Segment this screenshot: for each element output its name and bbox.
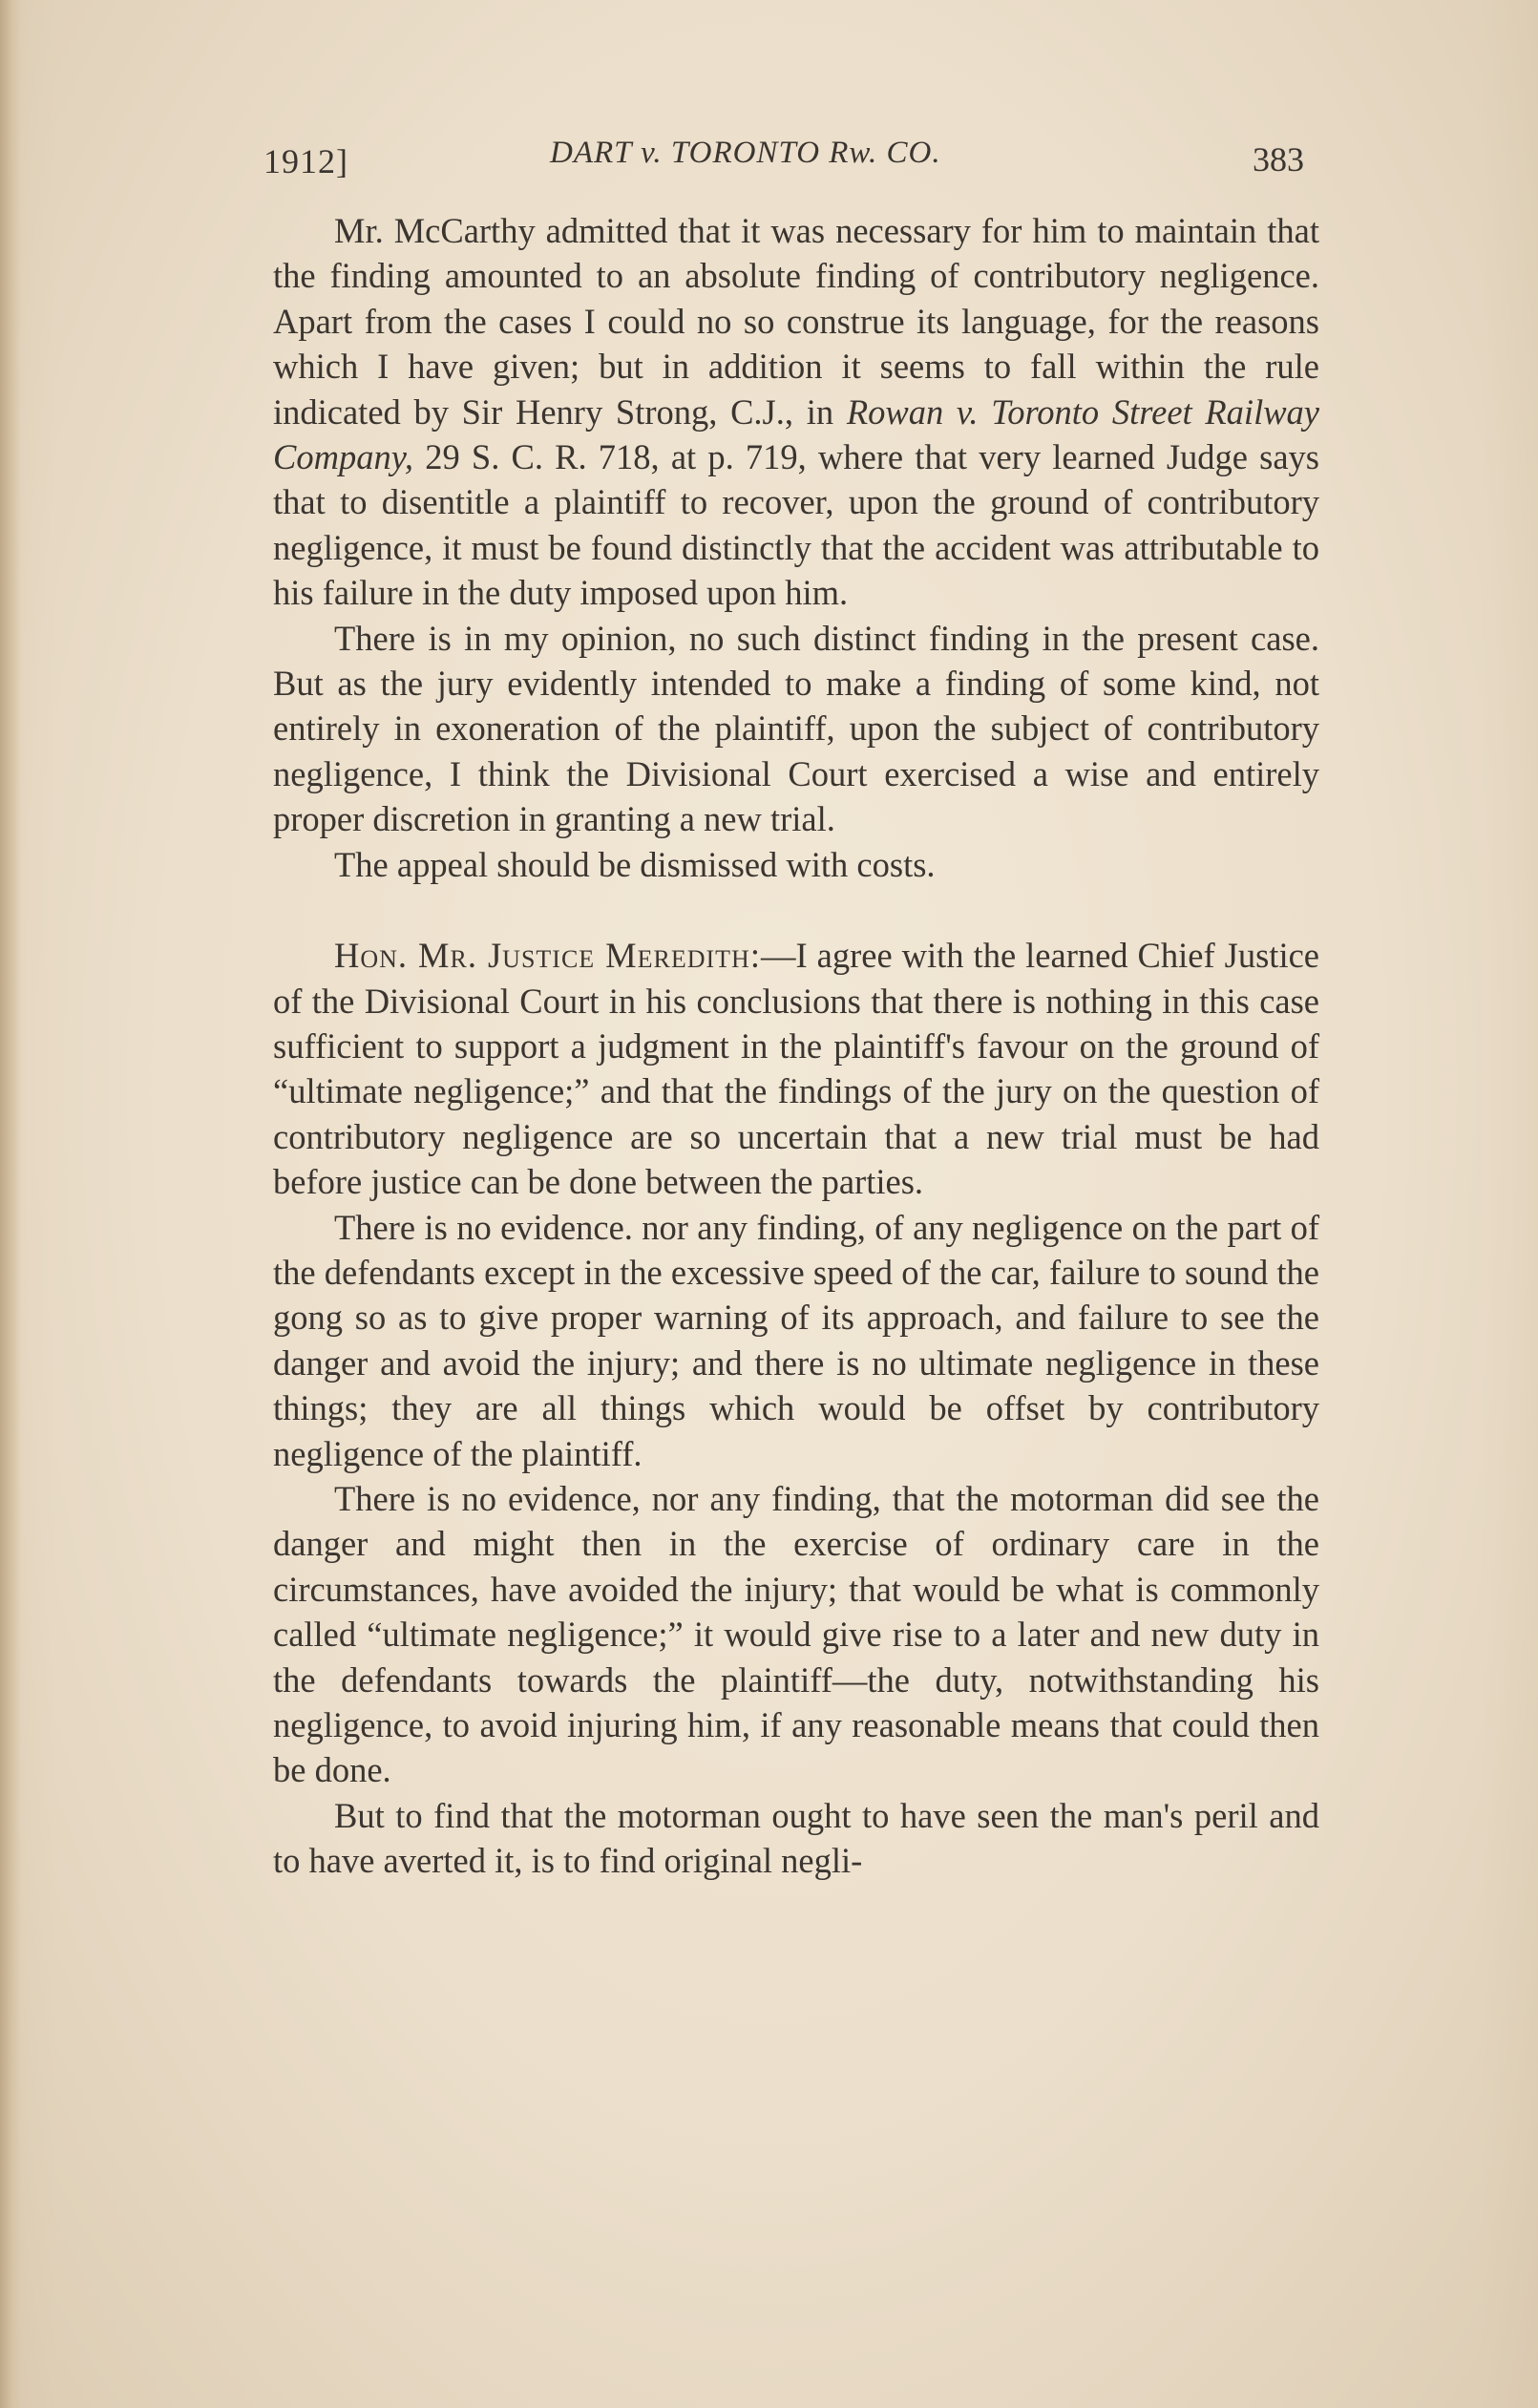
paragraph-4 — [273, 933, 1319, 1204]
header-title: DART v. TORONTO Rw. CO. — [550, 136, 941, 170]
page-edge-shadow — [0, 0, 21, 2408]
paragraph-6: There is no evidence, nor any finding, that the motorman did see the danger and might then in the exercise of ordinary care in the circumstances, have avoided the injury; that would be what is commonly called “ultimate negligence;” it would give rise to a later and new duty in the defendants towards the plaintiff—the duty, notwithstanding his negligence, to avoid injuring him, if any reasonable means that could then be done. — [273, 1478, 1319, 1790]
page-number: 383 — [1253, 140, 1304, 179]
paragraph-7: But to find that the motorman ought to have seen the man's peril and to have averted it, is to find original negli- — [273, 1795, 1319, 1881]
judge-heading: Hon. Mr. Justice Meredith: — [334, 936, 761, 976]
header-year: 1912] — [263, 142, 348, 180]
paragraph-2: There is in my opinion, no such distinct finding in the present case. But as the jury evidently intended to make a finding of some kind, not entirely in exoneration of the plaintiff, upon the subject of contributory negligence, I think the Divisional Court exercised a wise and entirely proper discretion in granting a new trial. — [273, 618, 1319, 839]
paragraph-1 — [273, 208, 1319, 616]
paragraph-3: The appeal should be dismissed with costs. — [334, 844, 936, 884]
paragraph-4-text: —I agree with the learned Chief Justice of the Divisional Court in his conclusions that there is nothing in this case sufficient to support a judgment in the plaintiff's favour on the ground of “ultimate negligence;” and that the findings of the jury on the question of contributory negligence are so uncertain that a new trial must be had before justice can be done between the parties. — [273, 936, 1319, 1202]
body-text — [273, 208, 1319, 1884]
running-head — [263, 136, 1304, 183]
paragraph-5: There is no evidence. nor any finding, of any negligence on the part of the defendants except in the excessive speed of the car, failure to sound the gong so as to give proper warning of its approach, and failure to see the danger and avoid the injury; and there is no ultimate negligence in these things; they are all things which would be offset by contributory negligence of the plaintiff. — [273, 1207, 1319, 1473]
paragraph-1-part-2: 29 S. C. R. 718, at p. 719, where that very learned Judge says that to disentitle a plaintiff to recover, upon the ground of contributory negligence, it must be found distinctly that the accident was attributable to his failure in the duty imposed upon him. — [273, 437, 1320, 613]
case-citation-name: Rowan v. Toronto Street Railway Company, — [273, 391, 1320, 477]
paragraph-1-part-1: Mr. McCarthy admitted that it was necessary for him to maintain that the finding amounted to an absolute finding of contributory negligence. Apart from the cases I could no so construe its language, for the reasons which I have given; but in addition it seems to fall within the rule indicated by Sir Henry Strong, C.J., in — [273, 211, 1319, 432]
